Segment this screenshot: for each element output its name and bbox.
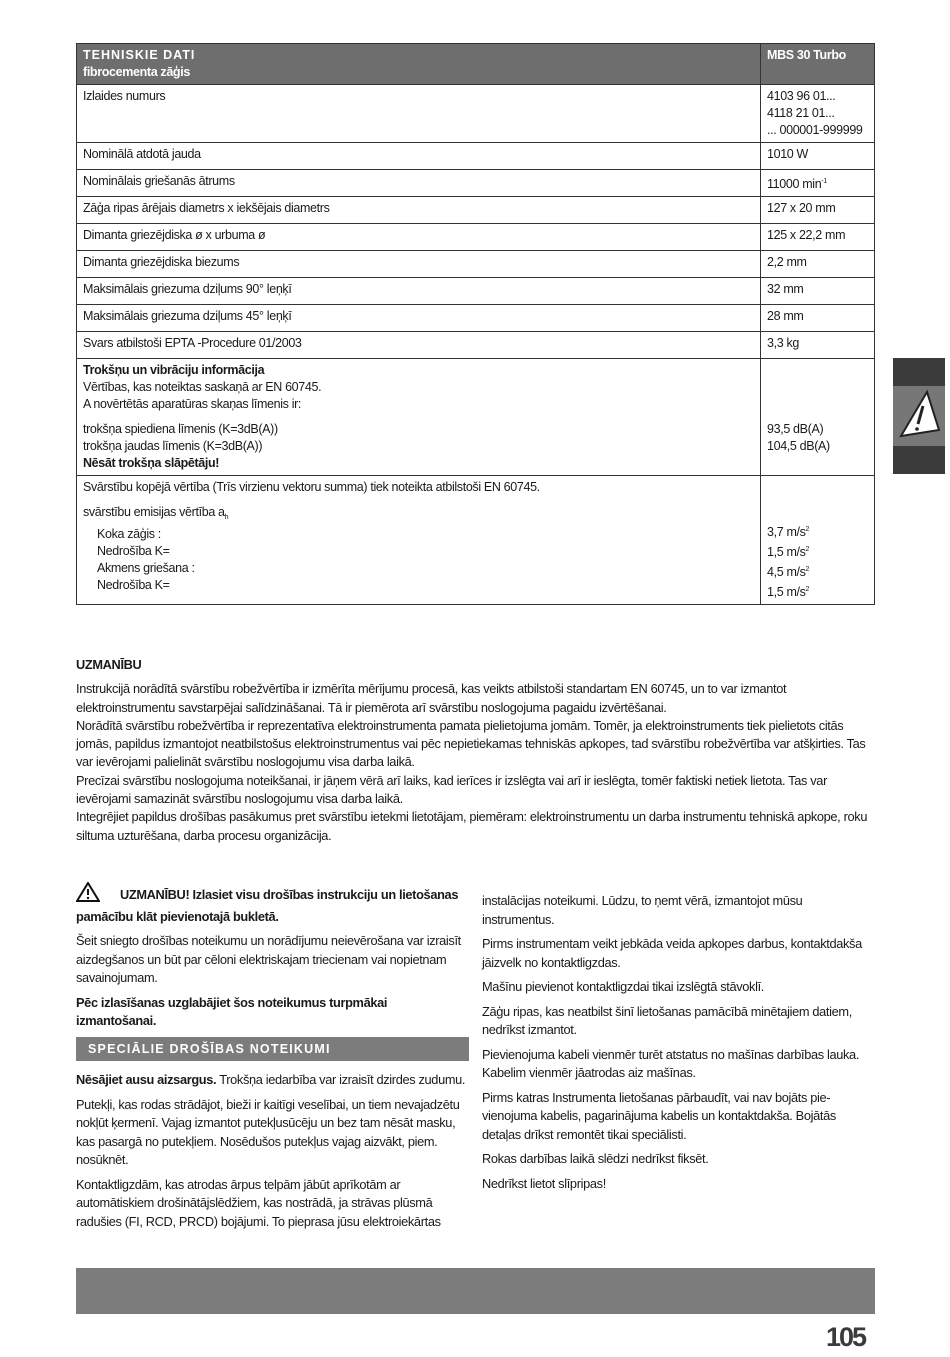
spec-value: 32 mm — [761, 278, 875, 305]
footer-bar — [76, 1268, 875, 1314]
table-row — [77, 305, 875, 332]
notes-paragraph: Precīzai svārstību noslogojuma noteikšanai, ir jāņem vērā arī laiks, kad ierīces ir izslēgta vai arī ir ieslēgta, tomēr faktiski netiek lietota. Tas var ievērojami samazināt svārstību noslogojumu visa darba laikā. — [76, 772, 827, 807]
spec-value-line: 4103 96 01... — [767, 89, 836, 103]
table-row — [77, 85, 875, 143]
vibration-notes — [76, 656, 876, 845]
table-row — [77, 251, 875, 278]
noise-line: trokšņa jaudas līmenis (K=3dB(A)) — [83, 439, 263, 453]
notes-paragraph: Norādītā svārstību robežvērtība ir reprezentatīva elektroinstrumenta pamata pielietojuma jomām. Tomēr, ja elektroinstruments tiek pielietots citās jomās, papildus izmantojot neatbilstošus elektroinstrumentus vai pēc nepietiekamas tehniskās apkopes, tad svārstību robežvērtība var atšķirties. Tas var ievērojami palielināt svārstību noslogojumu visa darba laikā. — [76, 717, 866, 770]
noise-row — [77, 359, 875, 476]
vibration-sub: h — [224, 514, 229, 521]
spec-value: 125 x 22,2 mm — [761, 224, 875, 251]
paragraph: Nedrīkst lietot slīpripas! — [482, 1175, 606, 1191]
spec-value-line: ... 000001-999999 — [767, 123, 863, 137]
noise-line: Vērtības, kas noteiktas saskaņā ar EN 60745. — [83, 380, 322, 394]
spec-title: TEHNISKIE DATI — [83, 48, 196, 62]
spec-value — [761, 85, 875, 143]
spec-label: Izlaides numurs — [77, 85, 761, 143]
spec-label: Nominālais griešanās ātrums — [77, 170, 761, 197]
spec-label: Dimanta griezējdiska biezums — [77, 251, 761, 278]
vibration-line: Akmens griešana : — [97, 561, 195, 575]
vibration-line-text: svārstību emisijas vērtība a — [83, 505, 225, 519]
vibration-line — [83, 504, 754, 526]
spec-label: Svars atbilstoši EPTA -Procedure 01/2003 — [77, 332, 761, 359]
page-number: 105 — [826, 1322, 866, 1352]
spec-value — [761, 170, 875, 197]
spec-value: 2,2 mm — [761, 251, 875, 278]
section-side-tab — [893, 358, 945, 474]
notes-paragraph: Instrukcijā norādītā svārstību robežvērtība ir izmērīta mērījumu procesā, kas veikts atbilstoši standartam EN 60745, un to var izmantot elektroinstrumentu savstarpējai salīdzināšanai. Tā ir piemērota arī svārstību noslogojuma pagaidu izvērtēšanai. — [76, 681, 787, 715]
spec-subtitle: fibrocementa zāģis — [83, 65, 190, 79]
table-row — [77, 278, 875, 305]
paragraph: Zāģu ripas, kas neatbilst šinī lietošanas pamācībā minētajiem datiem, nedrīkst izmantot. — [482, 1003, 852, 1037]
vibration-value — [767, 521, 868, 541]
paragraph: Mašīnu pievienot kontaktligzdai tikai izslēgtā stāvoklī. — [482, 979, 764, 994]
spec-value-sup: -1 — [821, 178, 827, 185]
safety-warning — [76, 882, 469, 926]
noise-line: A novērtētās aparatūras skaņas līmenis ir: — [83, 397, 302, 411]
noise-values — [761, 359, 875, 476]
vibration-row — [77, 476, 875, 605]
right-column — [482, 892, 877, 1199]
paragraph: Rokas darbības laikā slēdzi nedrīkst fiksēt. — [482, 1151, 709, 1166]
paragraph: Putekļi, kas rodas strādājot, bieži ir kaitīgi veselībai, un tiem nevajadzētu nokļūt ķermenī. Vajag izmantot putekļusūcēju un bez tam nēsāt masku, kas pasargā no putekļiem. Nosēdušos putekļus vajag aizvākt, piem. nosūknēt. — [76, 1096, 460, 1167]
vibration-line: Nedrošība K= — [97, 544, 170, 558]
paragraph: Pievienojuma kabeli vienmēr turēt atstatus no mašīnas darbības lauka. Kabelim vienmēr jāatrodas aiz mašīnas. — [482, 1046, 860, 1080]
notes-paragraph: Integrējiet papildus drošības pasākumus pret svārstību ietekmi lietotājam, piemēram: elektroinstrumentu un darba instrumentu tehniskā apkope, roku siltuma uzturēšana, darba procesu organizācija. — [76, 809, 868, 843]
vibration-value-text: 1,5 m/s — [767, 545, 806, 559]
paragraph: Kontaktligzdām, kas atrodas ārpus telpām jābūt aprīkotām ar automātiskiem drošinātājslēdžiem, kas nostrādā, ja strāvas plūsmā radušies (FI, RCD, PRCD) bojājumi. To pieprasa jūsu elektroiekārtas — [76, 1176, 441, 1229]
table-row — [77, 143, 875, 170]
vibration-value — [767, 541, 868, 561]
paragraph: Pēc izlasīšanas uzglabājiet šos noteikumus turpmākai izmantošanai. — [76, 994, 388, 1028]
vibration-line: Nedrošība K= — [97, 578, 170, 592]
warning-icon — [76, 882, 100, 908]
spec-value: 127 x 20 mm — [761, 197, 875, 224]
spec-model: MBS 30 Turbo — [761, 44, 875, 85]
spec-value: 1010 W — [761, 143, 875, 170]
paragraph: instalācijas noteikumi. Lūdzu, to ņemt vērā, izmantojot mūsu instrumentus. — [482, 893, 803, 927]
vibration-value-text: 1,5 m/s — [767, 585, 806, 599]
vibration-sup: 2 — [805, 586, 810, 593]
spec-value-line: 4118 21 01... — [767, 106, 835, 120]
table-row — [77, 197, 875, 224]
noise-warning: Nēsāt trokšņa slāpētāju! — [83, 456, 220, 470]
vibration-sup: 2 — [805, 526, 810, 533]
spec-value: 28 mm — [761, 305, 875, 332]
vibration-sup: 2 — [805, 546, 810, 553]
table-row — [77, 332, 875, 359]
table-row — [77, 224, 875, 251]
spec-table — [76, 43, 875, 605]
section-heading-bar: SPECIĀLIE DROŠĪBAS NOTEIKUMI — [76, 1037, 469, 1062]
vibration-info — [77, 476, 761, 605]
noise-value: 93,5 dB(A) — [767, 422, 824, 436]
exclamation-tab-icon — [893, 386, 945, 446]
vibration-line: Koka zāģis : — [97, 527, 161, 541]
spec-value-text: 11000 min — [767, 177, 822, 191]
paragraph: Šeit sniegto drošības noteikumu un norādījumu neievērošana var izraisīt aizdegšanos un būt par cēloni elektriskajam triecienam vai nopietnam savainojumam. — [76, 933, 461, 985]
vibration-value — [767, 561, 868, 581]
safety-warning-text: UZMANĪBU! Izlasiet visu drošības instrukciju un lietošanas pamācību klāt pievienotajā bukletā. — [76, 887, 459, 924]
spec-label: Maksimālais griezuma dziļums 45° leņķī — [77, 305, 761, 332]
spec-label: Dimanta griezējdiska ø x urbuma ø — [77, 224, 761, 251]
notes-heading: UZMANĪBU — [76, 657, 142, 672]
paragraph — [76, 1071, 469, 1090]
paragraph-rest: Trokšņa iedarbība var izraisīt dzirdes zudumu. — [216, 1072, 466, 1087]
vibration-value — [767, 581, 868, 601]
noise-info — [77, 359, 761, 476]
spec-label: Zāģa ripas ārējais diametrs x iekšējais diametrs — [77, 197, 761, 224]
vibration-sup: 2 — [805, 566, 810, 573]
spec-header-left — [77, 44, 761, 85]
left-column — [76, 882, 469, 1237]
spec-label: Nominālā atdotā jauda — [77, 143, 761, 170]
vibration-value-text: 4,5 m/s — [767, 565, 806, 579]
paragraph: Pirms katras Instrumenta lietošanas pārbaudīt, vai nav bojāts pie-vienojuma kabelis, pagarinājuma kabelis un kontaktdakša. Bojātās detaļas drīkst remontēt tikai speciālisti. — [482, 1089, 836, 1142]
noise-title: Trokšņu un vibrāciju informācija — [83, 363, 265, 377]
noise-value: 104,5 dB(A) — [767, 439, 830, 453]
spec-value: 3,3 kg — [761, 332, 875, 359]
spec-header-row — [77, 44, 875, 85]
vibration-value-text: 3,7 m/s — [767, 525, 806, 539]
paragraph: Pirms instrumentam veikt jebkāda veida apkopes darbus, kontaktdakša jāizvelk no kontaktligzdas. — [482, 936, 862, 970]
spec-label: Maksimālais griezuma dziļums 90° leņķī — [77, 278, 761, 305]
noise-line: trokšņa spiediena līmenis (K=3dB(A)) — [83, 422, 278, 436]
table-row — [77, 170, 875, 197]
paragraph-bold: Nēsājiet ausu aizsargus. — [76, 1072, 217, 1087]
vibration-line: Svārstību kopējā vērtība (Trīs virzienu vektoru summa) tiek noteikta atbilstoši EN 60745. — [83, 480, 540, 494]
vibration-values — [761, 476, 875, 605]
